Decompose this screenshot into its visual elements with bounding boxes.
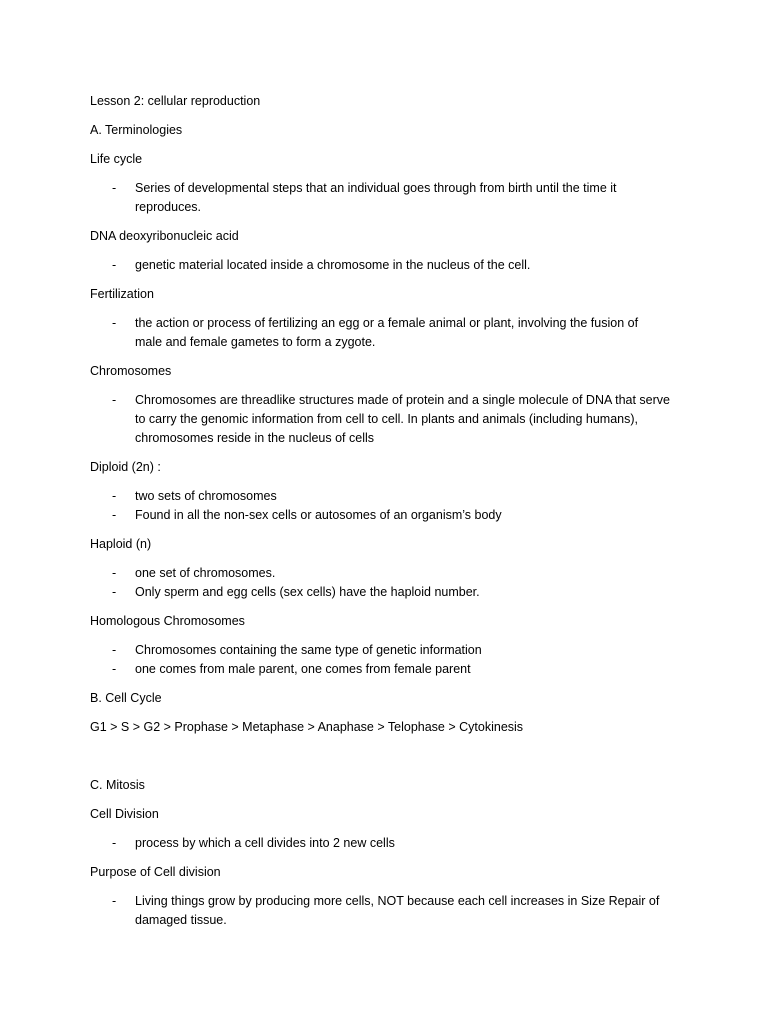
term-heading: Diploid (2n) : bbox=[90, 460, 161, 474]
bullet-dash: - bbox=[112, 643, 117, 657]
bullet-dash: - bbox=[112, 836, 117, 850]
definition-text-line: Series of developmental steps that an individual goes through from birth until the time it bbox=[135, 181, 617, 195]
definition-list bbox=[90, 641, 690, 679]
bullet-dash: - bbox=[112, 662, 117, 676]
definition-text-line: to carry the genomic information from cell to cell. In plants and animals (including humans), bbox=[135, 412, 639, 426]
definition-item bbox=[90, 391, 690, 448]
definition-text-line: Chromosomes are threadlike structures made of protein and a single molecule of DNA that serve bbox=[135, 393, 670, 407]
definition-text-line: one comes from male parent, one comes from female parent bbox=[135, 662, 471, 676]
definition-text-line: Living things grow by producing more cells, NOT because each cell increases in Size Repair of bbox=[135, 894, 660, 908]
definition-list bbox=[90, 892, 690, 930]
definition-item bbox=[90, 256, 690, 275]
definition-text-line: genetic material located inside a chromosome in the nucleus of the cell. bbox=[135, 258, 531, 272]
section-heading-c: C. Mitosis bbox=[90, 778, 145, 792]
section-heading-b: B. Cell Cycle bbox=[90, 691, 162, 705]
bullet-dash: - bbox=[112, 508, 117, 522]
definition-list bbox=[90, 391, 690, 448]
definition-list bbox=[90, 487, 690, 525]
definition-list bbox=[90, 564, 690, 602]
bullet-dash: - bbox=[112, 181, 117, 195]
bullet-dash: - bbox=[112, 566, 117, 580]
bullet-dash: - bbox=[112, 894, 117, 908]
definition-item bbox=[90, 834, 690, 853]
bullet-dash: - bbox=[112, 489, 117, 503]
definition-item bbox=[90, 314, 690, 352]
bullet-dash: - bbox=[112, 393, 117, 407]
definition-item bbox=[90, 641, 690, 660]
definition-text-line: Chromosomes containing the same type of genetic information bbox=[135, 643, 482, 657]
document-title: Lesson 2: cellular reproduction bbox=[90, 94, 261, 108]
definition-list bbox=[90, 834, 690, 853]
document-page bbox=[90, 92, 690, 940]
definition-text-line: chromosomes reside in the nucleus of cells bbox=[135, 431, 375, 445]
term-heading: Haploid (n) bbox=[90, 537, 152, 551]
bullet-dash: - bbox=[112, 585, 117, 599]
definition-text-line: male and female gametes to form a zygote. bbox=[135, 335, 376, 349]
term-heading: Chromosomes bbox=[90, 364, 172, 378]
definition-list bbox=[90, 179, 690, 217]
bullet-dash: - bbox=[112, 258, 117, 272]
definition-item bbox=[90, 564, 690, 583]
term-heading: Cell Division bbox=[90, 807, 159, 821]
definition-text-line: damaged tissue. bbox=[135, 913, 227, 927]
definition-text-line: Found in all the non-sex cells or autosomes of an organism’s body bbox=[135, 508, 502, 522]
definition-text-line: the action or process of fertilizing an egg or a female animal or plant, involving the fusion of bbox=[135, 316, 639, 330]
definition-item bbox=[90, 660, 690, 679]
term-heading: Fertilization bbox=[90, 287, 154, 301]
definition-item bbox=[90, 179, 690, 217]
definition-item bbox=[90, 487, 690, 506]
blank-line bbox=[90, 747, 690, 776]
section-heading-a: A. Terminologies bbox=[90, 123, 183, 137]
definition-text-line: two sets of chromosomes bbox=[135, 489, 277, 503]
definition-text-line: Only sperm and egg cells (sex cells) have the haploid number. bbox=[135, 585, 480, 599]
definition-text-line: reproduces. bbox=[135, 200, 202, 214]
term-heading: Homologous Chromosomes bbox=[90, 614, 245, 628]
bullet-dash: - bbox=[112, 316, 117, 330]
definition-text-line: one set of chromosomes. bbox=[135, 566, 276, 580]
term-heading: DNA deoxyribonucleic acid bbox=[90, 229, 239, 243]
mitosis-term-list bbox=[90, 805, 690, 930]
cell-cycle-sequence: G1 > S > G2 > Prophase > Metaphase > Anaphase > Telophase > Cytokinesis bbox=[90, 720, 524, 734]
definition-list bbox=[90, 314, 690, 352]
terminology-list bbox=[90, 150, 690, 679]
definition-text-line: process by which a cell divides into 2 new cells bbox=[135, 836, 395, 850]
definition-item bbox=[90, 892, 690, 930]
term-heading: Purpose of Cell division bbox=[90, 865, 221, 879]
definition-item bbox=[90, 506, 690, 525]
definition-item bbox=[90, 583, 690, 602]
term-heading: Life cycle bbox=[90, 152, 143, 166]
definition-list bbox=[90, 256, 690, 275]
